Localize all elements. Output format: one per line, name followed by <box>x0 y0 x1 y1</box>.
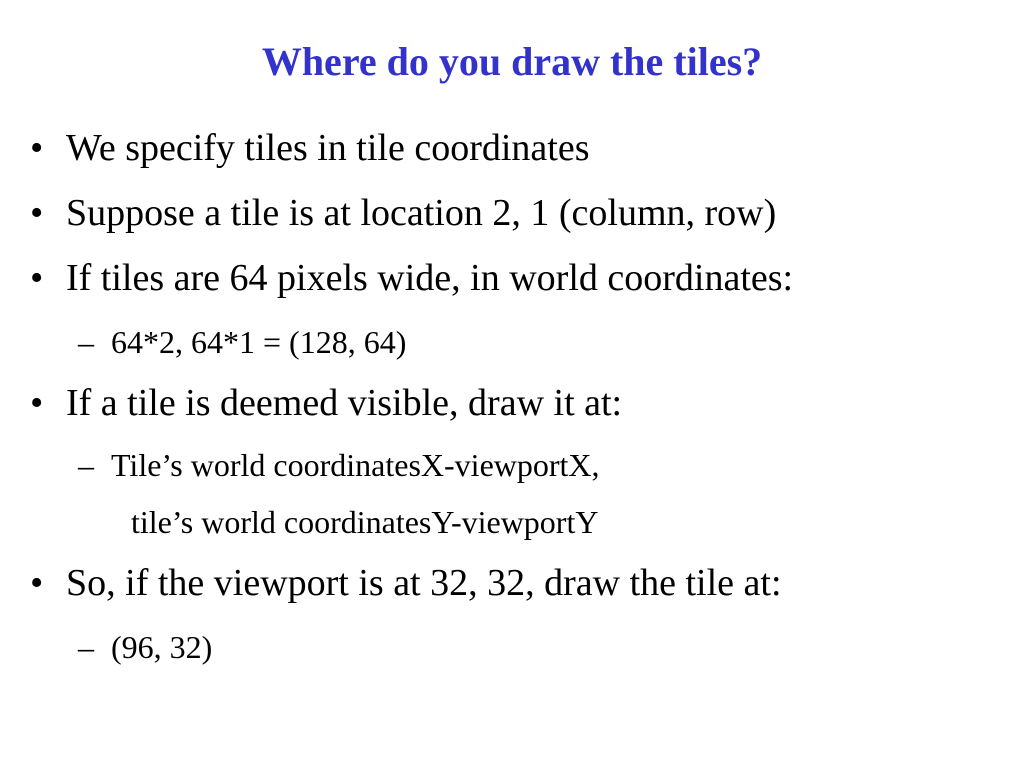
sub-item <box>0 323 1024 361</box>
sub-item-continuation <box>0 503 1024 541</box>
bullet-dot: • <box>30 382 44 424</box>
sub-item-text: Tile’s world coordinatesX-viewportX, <box>111 447 600 483</box>
dash-marker: – <box>78 324 94 360</box>
sub-item <box>0 628 1024 666</box>
bullet-item <box>0 256 1024 300</box>
bullet-text: If tiles are 64 pixels wide, in world coordinates: <box>66 257 794 299</box>
slide-title: Where do you draw the tiles? <box>261 39 763 84</box>
bullet-dot: • <box>30 257 44 299</box>
bullet-item <box>0 381 1024 425</box>
bullet-text: So, if the viewport is at 32, 32, draw the tile at: <box>66 562 782 604</box>
sub-item-text: 64*2, 64*1 = (128, 64) <box>111 324 407 360</box>
bullet-text: We specify tiles in tile coordinates <box>66 127 590 169</box>
bullet-item <box>0 191 1024 235</box>
bullet-text: If a tile is deemed visible, draw it at: <box>66 382 623 424</box>
bullet-item <box>0 126 1024 170</box>
bullet-text: Suppose a tile is at location 2, 1 (column, row) <box>66 192 777 234</box>
dash-marker: – <box>78 629 94 665</box>
bullet-dot: • <box>30 192 44 234</box>
bullet-item <box>0 561 1024 605</box>
bullet-dot: • <box>30 562 44 604</box>
dash-marker: – <box>78 447 94 483</box>
sub-item-text: tile’s world coordinatesY-viewportY <box>131 504 599 540</box>
sub-item-text: (96, 32) <box>111 629 213 665</box>
bullet-dot: • <box>30 127 44 169</box>
sub-item <box>0 446 1024 484</box>
